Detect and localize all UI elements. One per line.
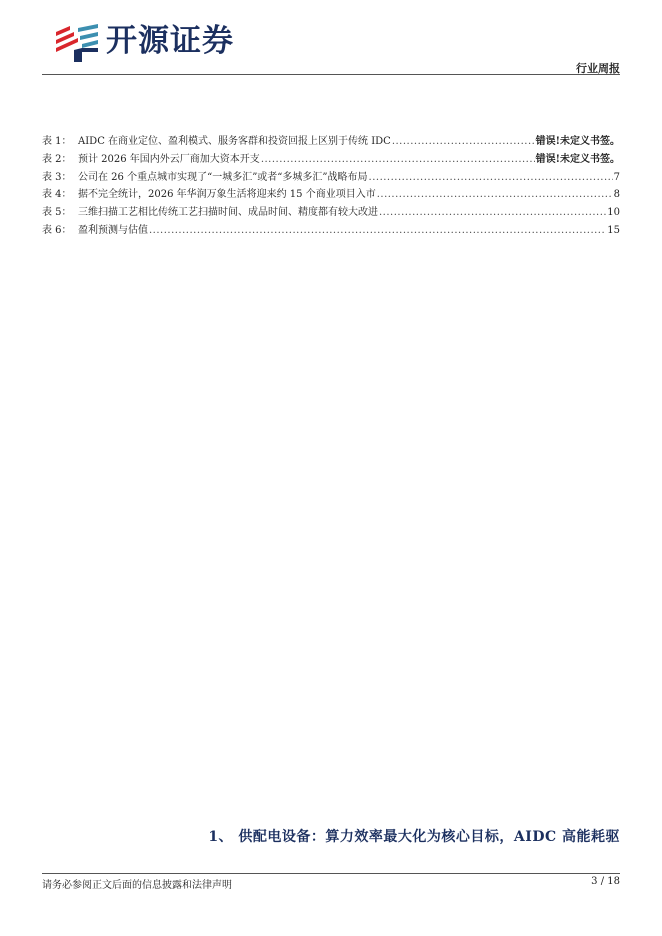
- footer-divider: [42, 873, 620, 874]
- header-divider: [42, 74, 620, 75]
- toc-item-prefix: 表 5：: [42, 207, 72, 219]
- brand-name: 开源证券: [106, 23, 234, 59]
- toc-item-title: 预计 2026 年国内外云厂商加大资本开支: [78, 153, 260, 165]
- toc-leader-dots: [392, 133, 535, 151]
- toc-leader-dots: [261, 151, 535, 169]
- toc-item[interactable]: [42, 169, 620, 187]
- section-heading: 1、 供配电设备：算力效率最大化为核心目标，AIDC 高能耗驱: [208, 829, 620, 845]
- logo-icon: [56, 24, 98, 62]
- toc-item-prefix: 表 3：: [42, 171, 72, 183]
- toc-item[interactable]: [42, 133, 620, 151]
- toc-item-title: 盈利预测与估值: [78, 224, 148, 236]
- report-type-label: 行业周报: [576, 62, 620, 75]
- toc-item-page: 10: [607, 207, 620, 219]
- toc-leader-dots: [379, 204, 606, 222]
- toc-item-title: AIDC 在商业定位、盈利模式、服务客群和投资回报上区别于传统 IDC: [78, 136, 391, 147]
- toc-item-title: 公司在 26 个重点城市实现了“一城多汇”或者“多城多汇”战略布局: [78, 171, 368, 183]
- toc-item-prefix: 表 2：: [42, 153, 72, 165]
- toc-item[interactable]: [42, 186, 620, 204]
- brand-logo-mark: [52, 22, 104, 64]
- toc-leader-dots: [369, 169, 613, 187]
- toc-item[interactable]: [42, 222, 620, 240]
- toc-item-page: 15: [607, 224, 620, 236]
- toc-leader-dots: [149, 222, 606, 240]
- toc-item-page: 错误!未定义书签。: [535, 153, 620, 165]
- toc-item-title: 三维扫描工艺相比传统工艺扫描时间、成品时间、精度都有较大改进: [78, 207, 378, 219]
- table-of-contents: [42, 133, 620, 240]
- toc-item-prefix: 表 4：: [42, 189, 72, 201]
- toc-item-page: 8: [613, 189, 620, 201]
- toc-item-prefix: 表 6：: [42, 224, 72, 236]
- toc-item-page: 错误!未定义书签。: [535, 136, 620, 147]
- toc-item[interactable]: [42, 204, 620, 222]
- toc-item[interactable]: [42, 151, 620, 169]
- page-number: 3 / 18: [591, 876, 620, 887]
- footer-disclaimer: 请务必参阅正文后面的信息披露和法律声明: [42, 880, 232, 891]
- toc-item-prefix: 表 1：: [42, 136, 72, 147]
- toc-leader-dots: [377, 186, 613, 204]
- toc-item-title: 据不完全统计，2026 年华润万象生活将迎来约 15 个商业项目入市: [78, 189, 376, 201]
- toc-item-page: 7: [613, 171, 620, 183]
